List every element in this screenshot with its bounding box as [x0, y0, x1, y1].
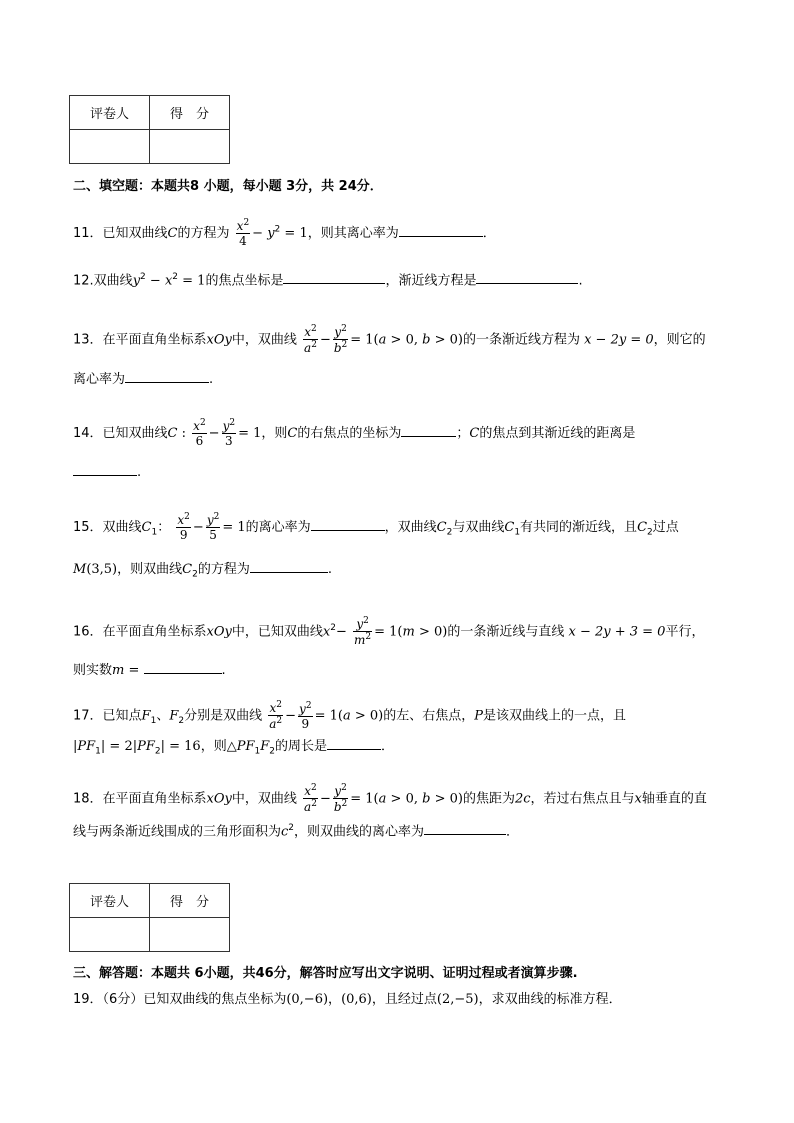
reviewer-cell — [70, 918, 150, 952]
score-table — [69, 883, 230, 952]
score-cell — [150, 130, 230, 164]
question-13-cont: 离心率为 . — [73, 372, 214, 387]
question-14-cont: . — [73, 466, 141, 479]
question-15-cont: M(3,5)，则双曲线$C_2$的方程为 . — [73, 562, 332, 580]
reviewer-header: 评卷人 — [70, 884, 150, 918]
question-17: 17．已知点$F_1$、$F_2$分别是双曲线 $\frac{x^2}{a^2}$ − $\frac{y^2}{9}$ = 1(a > 0)的左、右焦点，P是该双曲线上的一点，且 — [73, 700, 626, 732]
reviewer-cell — [70, 130, 150, 164]
question-17-cont: $|PF_1| = 2|PF_2| = 16$，则$\triangle PF_1F_2$的周长是 ． — [73, 739, 395, 757]
score-header: 得 分 — [150, 884, 230, 918]
question-11: 11．已知双曲线C的方程为 $\frac{x^2}{4}$ − $y^2 = 1$，则其离心率为 ． — [73, 218, 496, 249]
question-12: 12.双曲线$y^2 - x^2 = 1$的焦点坐标是 ，渐近线方程是 . — [73, 272, 583, 289]
question-16: 16．在平面直角坐标系xOy中，已知双曲线$x^2-$ $\frac{y^2}{m^2}$ = 1(m > 0)的一条渐近线与直线 x − 2y + 3 = 0平行， — [73, 616, 705, 648]
reviewer-header: 评卷人 — [70, 96, 150, 130]
question-16-cont: 则实数m = . — [73, 663, 226, 678]
score-header: 得 分 — [150, 96, 230, 130]
section-title-fill-in: 二、填空题：本题共8 小题，每小题 3分，共 24分． — [73, 179, 383, 194]
question-14: 14．已知双曲线C : $\frac{x^2}{6}$ − $\frac{y^2}{3}$ = 1，则C的右焦点的坐标为 ；C的焦点到其渐近线的距离是 — [73, 418, 636, 449]
question-15: 15．双曲线$C_1$： $\frac{x^2}{9}$ − $\frac{y^2}{5}$ = 1的离心率为 ，双曲线$C_2$与双曲线$C_1$有共同的渐近线，且$C_2$过点 — [73, 512, 679, 543]
question-13: 13．在平面直角坐标系xOy中，双曲线 $\frac{x^2}{a^2}$ − $\frac{y^2}{b^2}$ = 1(a > 0, b > 0)的一条渐近线方程为 x − 2y = 0，则它的 — [73, 324, 706, 356]
score-table — [69, 95, 230, 164]
section-title-answer: 三、解答题：本题共 6小题，共46分，解答时应写出文字说明、证明过程或者演算步骤. — [73, 966, 578, 981]
question-18-cont: 线与两条渐近线围成的三角形面积为$c^2$，则双曲线的离心率为 ． — [73, 823, 520, 840]
question-18: 18．在平面直角坐标系xOy中，双曲线 $\frac{x^2}{a^2}$ − $\frac{y^2}{b^2}$ = 1(a > 0, b > 0)的焦距为2c，若过右焦点且与x轴垂直的直 — [73, 783, 707, 815]
score-cell — [150, 918, 230, 952]
question-19: 19．（6分）已知双曲线的焦点坐标为(0,−6)，(0,6)，且经过点(2,−5)，求双曲线的标准方程． — [73, 992, 622, 1007]
